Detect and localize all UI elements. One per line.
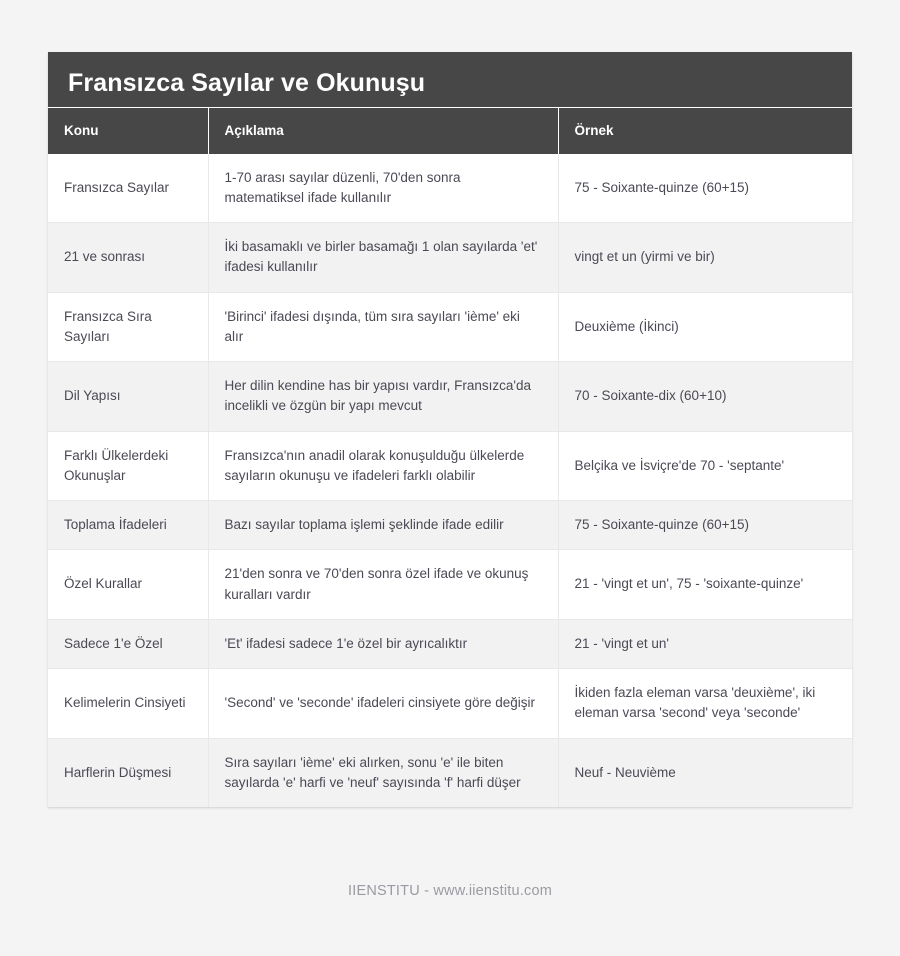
cell-ornek: Neuf - Neuvième [558,738,852,807]
table-row [48,154,852,223]
cell-ornek: 21 - 'vingt et un' [558,619,852,668]
cell-konu: Toplama İfadeleri [48,501,208,550]
table-row [48,501,852,550]
cell-konu: 21 ve sonrası [48,223,208,293]
cell-ornek: 21 - 'vingt et un', 75 - 'soixante-quinze' [558,550,852,620]
cell-aciklama: 'Birinci' ifadesi dışında, tüm sıra sayıları 'ième' eki alır [208,292,558,362]
table-row [48,362,852,432]
table-row [48,619,852,668]
table-header-row [48,108,852,154]
table-row [48,292,852,362]
cell-aciklama: Bazı sayılar toplama işlemi şeklinde ifade edilir [208,501,558,550]
table-row [48,550,852,620]
page-title: Fransızca Sayılar ve Okunuşu [48,52,852,107]
table-body [48,154,852,808]
cell-aciklama: İki basamaklı ve birler basamağı 1 olan sayılarda 'et' ifadesi kullanılır [208,223,558,293]
footer-attribution: IIENSTITU - www.iienstitu.com [348,883,552,899]
cell-konu: Harflerin Düşmesi [48,738,208,807]
table-row [48,223,852,293]
table-header [48,108,852,154]
cell-aciklama: Sıra sayıları 'ième' eki alırken, sonu 'e' ile biten sayılarda 'e' harfi ve 'neuf' sayısında 'f' harfi düşer [208,738,558,807]
french-numbers-table [48,107,852,807]
table-row [48,431,852,501]
column-header-konu: Konu [48,108,208,154]
cell-konu: Kelimelerin Cinsiyeti [48,669,208,739]
cell-ornek: vingt et un (yirmi ve bir) [558,223,852,293]
cell-aciklama: 'Second' ve 'seconde' ifadeleri cinsiyete göre değişir [208,669,558,739]
cell-aciklama: 1-70 arası sayılar düzenli, 70'den sonra matematiksel ifade kullanılır [208,154,558,223]
cell-konu: Dil Yapısı [48,362,208,432]
cell-ornek: 70 - Soixante-dix (60+10) [558,362,852,432]
cell-konu: Özel Kurallar [48,550,208,620]
table-row [48,738,852,807]
cell-aciklama: 'Et' ifadesi sadece 1'e özel bir ayrıcalıktır [208,619,558,668]
column-header-aciklama: Açıklama [208,108,558,154]
cell-konu: Fransızca Sayılar [48,154,208,223]
cell-ornek: Deuxième (İkinci) [558,292,852,362]
cell-ornek: Belçika ve İsviçre'de 70 - 'septante' [558,431,852,501]
cell-aciklama: Fransızca'nın anadil olarak konuşulduğu ülkelerde sayıların okunuşu ve ifadeleri farklı olabilir [208,431,558,501]
table-row [48,669,852,739]
column-header-ornek: Örnek [558,108,852,154]
cell-aciklama: 21'den sonra ve 70'den sonra özel ifade ve okunuş kuralları vardır [208,550,558,620]
cell-ornek: 75 - Soixante-quinze (60+15) [558,501,852,550]
cell-konu: Farklı Ülkelerdeki Okunuşlar [48,431,208,501]
cell-konu: Sadece 1'e Özel [48,619,208,668]
cell-ornek: İkiden fazla eleman varsa 'deuxième', iki eleman varsa 'second' veya 'seconde' [558,669,852,739]
cell-konu: Fransızca Sıra Sayıları [48,292,208,362]
cell-ornek: 75 - Soixante-quinze (60+15) [558,154,852,223]
cell-aciklama: Her dilin kendine has bir yapısı vardır, Fransızca'da incelikli ve özgün bir yapı mevcut [208,362,558,432]
info-card [48,52,852,807]
